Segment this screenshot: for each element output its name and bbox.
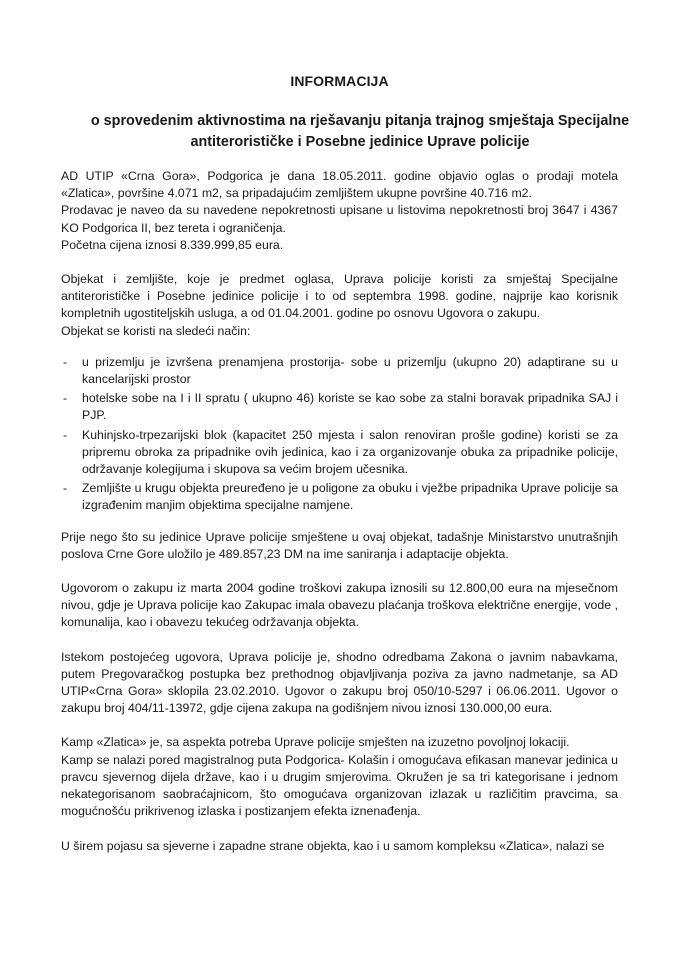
paragraph-sale-announcement bbox=[61, 168, 618, 254]
list-item: - Zemljište u krugu objekta preuređeno je u poligone za obuku i vježbe pripadnika Uprave policije sa izgrađenim manjim objektima specijalne namjene. bbox=[63, 481, 618, 513]
paragraph-line: Početna cijena iznosi 8.339.999,85 eura. bbox=[61, 237, 284, 252]
paragraph-line: Kamp «Zlatica» je, sa aspekta potreba Uprave policije smješten na izuzetno povoljnoj lokaciji. bbox=[61, 735, 570, 750]
dash-bullet-icon: - bbox=[63, 481, 68, 496]
dash-bullet-icon: - bbox=[63, 427, 68, 442]
document-title: INFORMACIJA bbox=[290, 73, 389, 89]
dash-bullet-icon: - bbox=[63, 354, 68, 369]
paragraph-line: AD UTIP «Crna Gora», Podgorica je dana 18.05.2011. godine objavio oglas o prodaji motela «Zlatica», površine 4.071 m2, sa pripadajućim zemljištem ukupne površine 40.716 m2. bbox=[61, 169, 618, 201]
usage-list bbox=[61, 354, 618, 515]
list-item: - hotelske sobe na I i II spratu ( ukupno 46) koriste se kao sobe za stalni boravak pripadnika SAJ i PJP. bbox=[63, 391, 618, 423]
list-item: - u prizemlju je izvršena prenamjena prostorija- sobe u prizemlju (ukupno 20) adaptirane su u kancelarijski prostor bbox=[63, 354, 618, 387]
paragraph-line: Objekat i zemljište, koje je predmet oglasa, Uprava policije koristi za smještaj Specijalne antiterorističke i Posebne jedinice policije i to od septembra 1998. godine, najprije kao korisnik kompletnih ugostiteljskih usluga, a od 01.04.2001. godine po osnovu Ugovora o zakupu. bbox=[61, 272, 618, 321]
document-body bbox=[61, 168, 618, 855]
paragraph-location bbox=[61, 734, 618, 820]
paragraph-lease-renewal: Istekom postojećeg ugovora, Uprava policije je, shodno odredbama Zakona o javnim nabavkama, putem Pregovaračkog postupka bez prethodnog objavljivanja poziva za javno nadmetanje, sa AD UTIP«Crna Gora» sklopila 23.02.2010. Ugovor o zakupu broj 050/10-5297 i 06.06.2011. Ugovor o zakupu broj 404/11-13972, gdje cijena zakupa na godišnjem nivou iznosi 130.000,00 eura. bbox=[61, 649, 618, 716]
paragraph-line: Kamp se nalazi pored magistralnog puta Podgorica- Kolašin i omogućava efikasan manevar jedinica u pravcu sjevernog dijela države, kao i u drugim smjerovima. Okružen je sa tri kategorisane i jednom nekategorisanom saobraćajnicom, što omogućava organizovan izlazak u različitim pravcima, sa mogućnošću prikrivenog izlaska i postizanjem efekta iznenađenja. bbox=[61, 752, 618, 819]
paragraph-line: Prodavac je naveo da su navedene nepokretnosti upisane u listovima nepokretnosti broj 3647 i 4367 KO Podgorica II, bez tereta i ograničenja. bbox=[61, 203, 618, 235]
paragraph-object-usage bbox=[61, 271, 618, 340]
paragraph-surroundings: U širem pojasu sa sjeverne i zapadne strane objekta, kao i u samom kompleksu «Zlatica», nalazi se bbox=[61, 838, 605, 853]
document-subtitle: o sprovedenim aktivnostima na rješavanju pitanja trajnog smještaja Specijalne antiterorističke i Posebne jedinice Uprave policije bbox=[90, 113, 630, 150]
dash-bullet-icon: - bbox=[63, 391, 68, 406]
paragraph-line: Objekat se koristi na sledeći način: bbox=[61, 323, 251, 338]
paragraph-lease-2004: Ugovorom o zakupu iz marta 2004 godine troškovi zakupa iznosili su 12.800,00 eura na mjesečnom nivou, gdje je Uprava policije kao Zakupac imala obavezu plaćanja troškova električne energije, vode , komunalija, kao i obavezu tekućeg održavanja objekta. bbox=[61, 581, 618, 630]
list-item: - Kuhinjsko-trpezarijski blok (kapacitet 250 mjesta i salon renoviran prošle godine) koristi se za pripremu obroka za pripadnike ovih jedinica, kao i za organizovanje obuka za pripadnike policije, održavanje kolegijuma i skupova sa većim brojem učesnika. bbox=[63, 427, 618, 477]
paragraph-ministry-investment: Prije nego što su jedinice Uprave policije smještene u ovaj objekat, tadašnje Ministarstvo unutrašnjih poslova Crne Gore uložilo je 489.857,23 DM na ime saniranja i adaptacije objekta. bbox=[61, 529, 618, 561]
